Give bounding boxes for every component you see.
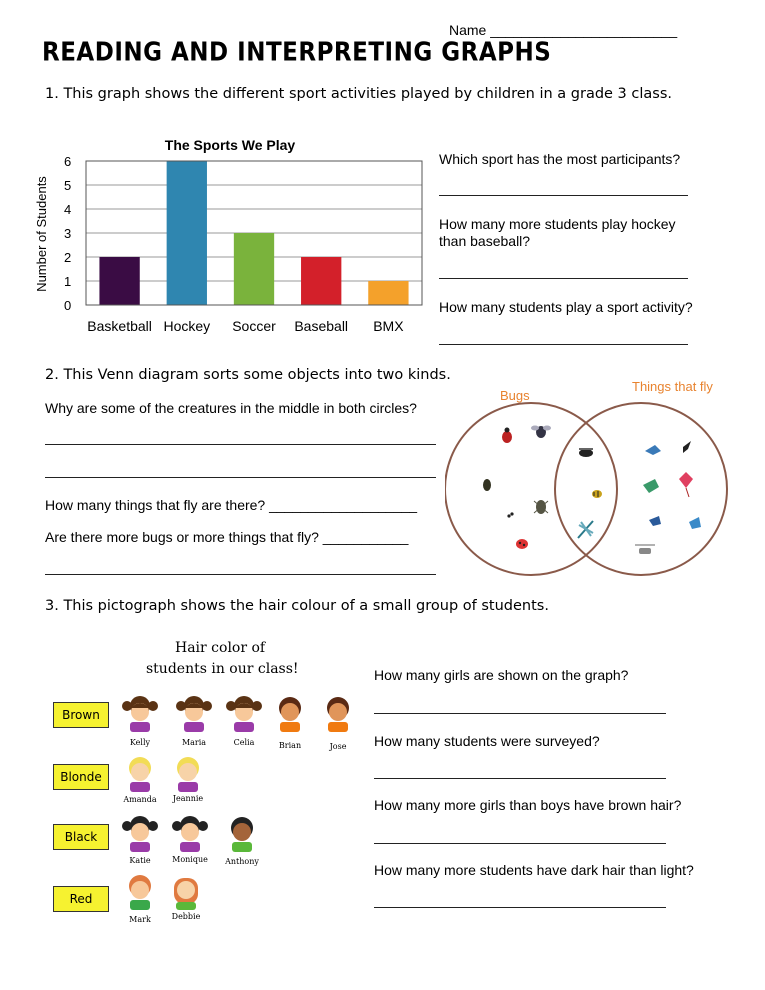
chart-bar-hockey: [167, 161, 207, 305]
row-label-blonde: Blonde: [53, 764, 109, 790]
section2-heading: 2. This Venn diagram sorts some objects into two kinds.: [45, 367, 451, 383]
kid-name: Maria: [181, 738, 207, 747]
section1-heading: 1. This graph shows the different sport activities played by children in a grade 3 class.: [45, 86, 672, 102]
kid-name: Debbie: [171, 912, 201, 921]
face-jeannie: [177, 757, 199, 792]
face-anthony: [231, 817, 253, 852]
kid-name: Monique: [172, 855, 208, 864]
ladybug-red-icon: [516, 539, 528, 549]
face-mark: [129, 875, 151, 910]
sports-bar-chart: [30, 130, 430, 340]
kid-name: Jeannie: [172, 794, 204, 803]
kid-name: Celia: [233, 738, 255, 747]
bird-blue-icon: [645, 445, 661, 455]
ant-icon: [507, 512, 513, 517]
dragonfly-icon: [578, 521, 593, 538]
kid-name: Mark: [129, 915, 151, 924]
bluebird-icon: [649, 516, 661, 526]
chart-bar-basketball: [99, 257, 139, 305]
q3-how-many-surveyed: How many students were surveyed?: [374, 733, 600, 749]
face-debbie: [174, 878, 198, 910]
chart-y-tick-label: 6: [64, 154, 72, 169]
q3-girls-boys-answer-line[interactable]: [374, 843, 666, 844]
chart-x-tick-label: Soccer: [232, 318, 276, 334]
ladybug-icon: [502, 428, 512, 444]
chart-bar-bmx: [368, 281, 408, 305]
venn-diagram: [445, 375, 745, 585]
kite-icon: [679, 472, 693, 497]
housefly-icon: [579, 449, 593, 457]
row-label-red: Red: [53, 886, 109, 912]
kid-name: Katie: [129, 856, 151, 865]
pictograph-faces: [110, 688, 370, 933]
q2-why-middle: Why are some of the creatures in the middle in both circles?: [45, 400, 417, 416]
kid-name: Brian: [278, 741, 302, 750]
bird-black-icon: [683, 441, 691, 453]
q2-bugs-or-fly: Are there more bugs or more things that fly? ___________: [45, 529, 409, 545]
chart-y-tick-label: 3: [64, 226, 72, 241]
chart-y-tick-label: 4: [64, 202, 72, 217]
q1-hockey-vs-baseball-cont: than baseball?: [439, 233, 531, 249]
fly-icon: [531, 426, 551, 439]
face-kelly: [122, 696, 158, 732]
face-jose: [327, 697, 349, 732]
row-label-black: Black: [53, 824, 109, 850]
q1-hockey-vs-baseball: How many more students play hockey: [439, 216, 676, 232]
kid-name: Jose: [329, 742, 347, 751]
pictograph-title-line1: Hair color of: [175, 640, 266, 656]
hummingbird-icon: [643, 479, 659, 493]
chart-title: The Sports We Play: [164, 137, 296, 153]
chart-x-tick-label: BMX: [373, 318, 404, 334]
chart-x-tick-label: Baseball: [294, 318, 349, 334]
q2-why-answer-line-1[interactable]: [45, 444, 436, 445]
q2-how-many-fly: How many things that fly are there? ___________________: [45, 497, 418, 513]
q3-girls-answer-line[interactable]: [374, 713, 666, 714]
venn-fly-label: Things that fly: [632, 379, 713, 394]
q1-total-students: How many students play a sport activity?: [439, 299, 693, 315]
q3-dark-light-answer-line[interactable]: [374, 907, 666, 908]
chart-y-tick-label: 0: [64, 298, 72, 313]
name-field[interactable]: Name ________________________: [449, 22, 678, 38]
q2-why-answer-line-2[interactable]: [45, 477, 436, 478]
kid-name: Amanda: [123, 795, 157, 804]
chart-x-tick-label: Basketball: [87, 318, 152, 334]
face-monique: [172, 816, 208, 852]
helicopter-icon: [635, 545, 655, 554]
jay-icon: [689, 517, 701, 529]
q3-surveyed-answer-line[interactable]: [374, 778, 666, 779]
spider-icon: [534, 500, 548, 514]
pictograph-title-line2: students in our class!: [146, 661, 299, 677]
venn-bugs-circle: [445, 403, 617, 575]
face-celia: [226, 696, 262, 732]
chart-y-tick-label: 2: [64, 250, 72, 265]
kid-name: Kelly: [129, 738, 151, 747]
venn-bugs-label: Bugs: [500, 388, 530, 403]
beetle-icon: [483, 479, 491, 491]
q2-answer-line[interactable]: [439, 278, 688, 279]
chart-y-tick-label: 1: [64, 274, 72, 289]
page-title: READING AND INTERPRETING GRAPHS: [42, 38, 552, 68]
q3-how-many-girls: How many girls are shown on the graph?: [374, 667, 629, 683]
q3-dark-vs-light: How many more students have dark hair than light?: [374, 862, 694, 878]
chart-bar-soccer: [234, 233, 274, 305]
kid-name: Anthony: [225, 857, 259, 866]
q3-girls-vs-boys-brown: How many more girls than boys have brown hair?: [374, 797, 682, 813]
chart-y-axis-label: Number of Students: [34, 176, 49, 292]
face-amanda: [129, 757, 151, 792]
face-maria: [176, 696, 212, 732]
section3-heading: 3. This pictograph shows the hair colour of a small group of students.: [45, 598, 549, 614]
face-katie: [122, 816, 158, 852]
q3-answer-line[interactable]: [439, 344, 688, 345]
q2-answer-line-3[interactable]: [45, 574, 436, 575]
bee-icon: [592, 490, 602, 498]
q1-answer-line[interactable]: [439, 195, 688, 196]
chart-bar-baseball: [301, 257, 341, 305]
row-label-brown: Brown: [53, 702, 109, 728]
face-brian: [279, 697, 301, 732]
chart-y-tick-label: 5: [64, 178, 72, 193]
q1-most-participants: Which sport has the most participants?: [439, 151, 681, 167]
chart-x-tick-label: Hockey: [163, 318, 211, 334]
